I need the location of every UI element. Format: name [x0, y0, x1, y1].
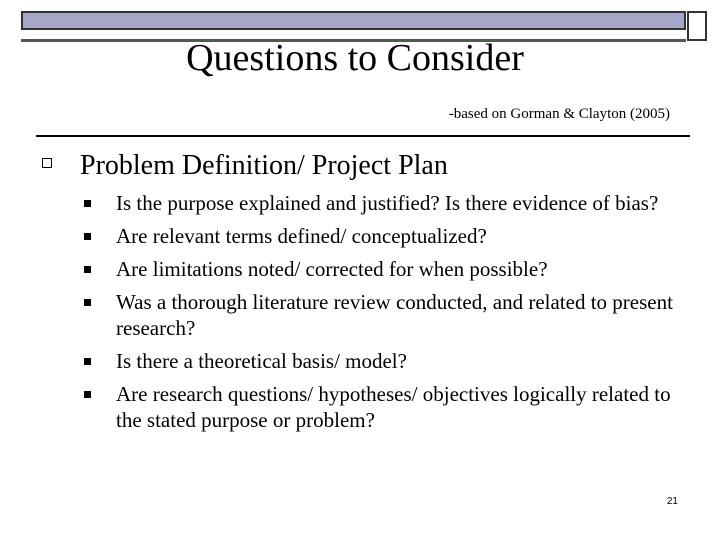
list-item	[84, 190, 684, 216]
list-item-text: Is there a theoretical basis/ model?	[116, 349, 407, 373]
page-number: 21	[666, 496, 678, 507]
question-list	[84, 190, 684, 440]
slide-title: Questions to Consider	[186, 37, 524, 79]
top-bar-fill	[21, 11, 686, 30]
square-bullet-icon	[84, 299, 91, 306]
section-heading: Problem Definition/ Project Plan	[80, 150, 448, 181]
list-item	[84, 256, 684, 282]
list-item-text: Are relevant terms defined/ conceptualized?	[116, 224, 487, 248]
slide-subtitle: -based on Gorman & Clayton (2005)	[448, 106, 670, 122]
square-bullet-icon	[84, 200, 91, 207]
list-item-text: Is the purpose explained and justified? Is there evidence of bias?	[116, 191, 659, 215]
list-item	[84, 381, 684, 433]
list-item-text: Are research questions/ hypotheses/ objectives logically related to the stated purpose or problem?	[116, 382, 671, 432]
square-bullet-icon	[84, 233, 91, 240]
list-item	[84, 289, 684, 341]
list-item-text: Are limitations noted/ corrected for when possible?	[116, 257, 548, 281]
title-divider	[36, 135, 690, 137]
square-bullet-icon	[84, 266, 91, 273]
hollow-square-bullet-icon	[42, 158, 52, 168]
list-item-text: Was a thorough literature review conducted, and related to present research?	[116, 290, 673, 340]
square-bullet-icon	[84, 391, 91, 398]
square-bullet-icon	[84, 358, 91, 365]
list-item	[84, 348, 684, 374]
list-item	[84, 223, 684, 249]
